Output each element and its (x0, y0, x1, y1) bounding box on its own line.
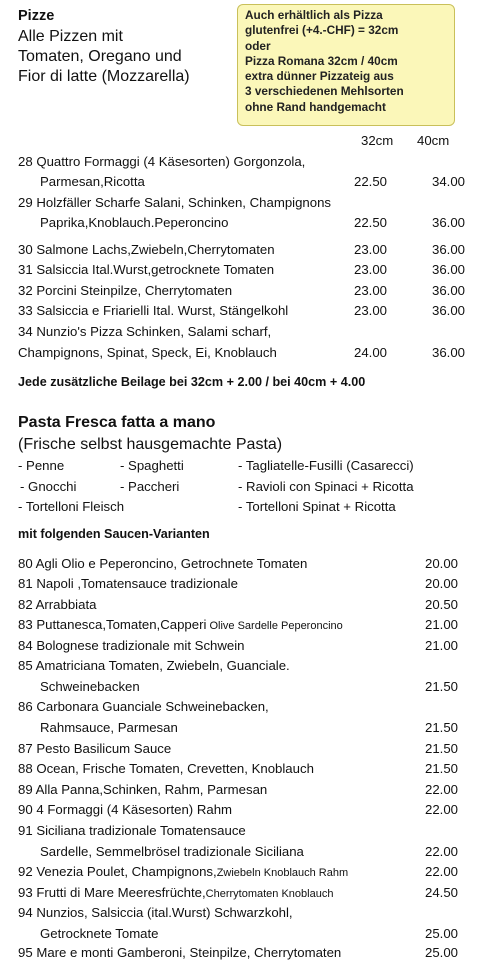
pasta-item-95 (18, 943, 465, 963)
pasta-price: 20.00 (424, 576, 458, 591)
pizza-item-desc-cont: Champignons, Spinat, Speck, Ei, Knoblauch (18, 345, 277, 360)
pizza-item-desc: 33 Salsiccia e Friarielli Ital. Wurst, Stängelkohl (18, 303, 289, 318)
pasta-item-desc-small: Olive Sardelle Peperoncino (206, 620, 343, 632)
pasta-item-82 (18, 595, 465, 615)
pasta-item-desc: 84 Bolognese tradizionale mit Schwein (18, 638, 245, 653)
pasta-type: - Paccheri (120, 479, 180, 494)
pasta-price: 20.00 (424, 556, 458, 571)
pasta-item-desc: 94 Nunzios, Salsiccia (ital.Wurst) Schwarzkohl, (18, 905, 293, 920)
pasta-price: 22.00 (424, 802, 458, 817)
pasta-item-94-cont (18, 924, 465, 944)
price-32: 22.50 (353, 174, 387, 189)
pasta-item-84 (18, 636, 465, 656)
pizza-item-desc-cont: Parmesan,Ricotta (40, 174, 145, 189)
gluten-free-note-box (237, 4, 455, 126)
price-32: 23.00 (353, 262, 387, 277)
pasta-item-desc: 90 4 Formaggi (4 Käsesorten) Rahm (18, 802, 233, 817)
pasta-price: 21.50 (424, 761, 458, 776)
price-32: 23.00 (353, 242, 387, 257)
size-header-32: 32cm (361, 133, 394, 148)
price-32: 24.00 (353, 345, 387, 360)
pasta-type: - Gnocchi (20, 479, 77, 494)
pasta-item-desc (18, 615, 343, 636)
note-line-2: glutenfrei (+4.-CHF) = 32cm (245, 23, 399, 38)
pasta-price: 21.50 (424, 720, 458, 735)
pasta-price: 24.50 (424, 885, 458, 900)
price-32: 23.00 (353, 303, 387, 318)
pasta-price: 22.00 (424, 844, 458, 859)
pizza-item-desc: 29 Holzfäller Scharfe Salani, Schinken, Champignons (18, 195, 332, 210)
pizza-item-29-cont (18, 213, 465, 233)
pasta-item-desc: 80 Agli Olio e Peperoncino, Getrochnete Tomaten (18, 556, 308, 571)
pasta-type: - Spaghetti (120, 458, 184, 473)
note-line-1: Auch erhältlich als Pizza (245, 8, 383, 22)
note-line-4: Pizza Romana 32cm / 40cm (245, 53, 398, 68)
pasta-price: 22.00 (424, 864, 458, 879)
sauces-title: mit folgenden Saucen-Varianten (18, 527, 210, 541)
pizza-item-desc: 30 Salmone Lachs,Zwiebeln,Cherrytomaten (18, 242, 275, 257)
note-line-6: 3 verschiedenen Mehlsorten (245, 84, 404, 99)
size-header-40: 40cm (417, 133, 450, 148)
pasta-item-91-cont (18, 842, 465, 862)
pasta-price: 20.50 (424, 597, 458, 612)
pasta-item-desc: 91 Siciliana tradizionale Tomatensauce (18, 823, 246, 838)
pasta-item-89 (18, 780, 465, 800)
pasta-type: - Tagliatelle-Fusilli (Casarecci) (238, 458, 414, 473)
pasta-item-desc-cont: Getrocknete Tomate (40, 926, 159, 941)
pasta-item-85-cont (18, 677, 465, 697)
pizza-item-desc: 34 Nunzio's Pizza Schinken, Salami scharf, (18, 324, 272, 339)
pasta-price: 21.00 (424, 638, 458, 653)
pasta-item-88 (18, 759, 465, 779)
pasta-item-desc (18, 862, 348, 883)
pasta-item-91 (18, 821, 465, 841)
pasta-item-desc: 95 Mare e monti Gamberoni, Steinpilze, Cherrytomaten (18, 945, 342, 960)
pasta-type: - Penne (18, 458, 65, 473)
pizza-item-desc: 31 Salsiccia Ital.Wurst,getrocknete Tomaten (18, 262, 275, 277)
pizza-intro-line-3: Fior di latte (Mozzarella) (18, 68, 190, 85)
pizza-item-31 (18, 260, 465, 280)
pizza-intro-line-1: Alle Pizzen mit (18, 28, 123, 45)
note-line-3: oder (245, 38, 271, 53)
pasta-type: - Tortelloni Spinat + Ricotta (238, 499, 396, 514)
pizza-item-desc-cont: Paprika,Knoblauch.Peperoncino (40, 215, 229, 230)
pasta-section-title: Pasta Fresca fatta a mano (18, 414, 216, 431)
pasta-item-desc-main: 93 Frutti di Mare Meeresfrüchte, (18, 885, 206, 900)
pasta-item-desc: 87 Pesto Basilicum Sauce (18, 741, 172, 756)
pasta-item-desc: 81 Napoli ,Tomatensauce tradizionale (18, 576, 238, 591)
pasta-item-desc-main: 83 Puttanesca,Tomaten,Capperi (18, 617, 207, 632)
pasta-item-80 (18, 554, 465, 574)
pasta-item-desc-cont: Rahmsauce, Parmesan (40, 720, 178, 735)
pasta-item-87 (18, 739, 465, 759)
pasta-item-86-cont (18, 718, 465, 738)
pizza-item-30 (18, 240, 465, 260)
pasta-price: 25.00 (424, 926, 458, 941)
pasta-subtitle: (Frische selbst hausgemachte Pasta) (18, 436, 283, 453)
pasta-item-83 (18, 615, 465, 635)
pasta-item-85 (18, 656, 465, 676)
pasta-price: 21.50 (424, 741, 458, 756)
pizza-item-desc: 32 Porcini Steinpilze, Cherrytomaten (18, 283, 233, 298)
pasta-item-desc-cont: Schweinebacken (40, 679, 140, 694)
pasta-item-desc: 82 Arrabbiata (18, 597, 97, 612)
pizza-item-desc: 28 Quattro Formaggi (4 Käsesorten) Gorgonzola, (18, 154, 306, 169)
price-40: 36.00 (431, 242, 465, 257)
extra-topping-note: Jede zusätzliche Beilage bei 32cm + 2.00 / bei 40cm + 4.00 (18, 375, 366, 389)
price-40: 36.00 (431, 215, 465, 230)
pasta-price: 25.00 (424, 945, 458, 960)
pasta-item-desc: 85 Amatriciana Tomaten, Zwiebeln, Guanciale. (18, 658, 290, 673)
pasta-item-86 (18, 697, 465, 717)
pizza-item-33 (18, 301, 465, 321)
pasta-item-94 (18, 903, 465, 923)
price-40: 34.00 (431, 174, 465, 189)
note-line-5: extra dünner Pizzateig aus (245, 69, 394, 84)
pasta-item-desc-cont: Sardelle, Semmelbrösel tradizionale Siciliana (40, 844, 304, 859)
pizza-intro-line-2: Tomaten, Oregano und (18, 48, 182, 65)
pizza-section-title: Pizze (18, 8, 55, 24)
price-32: 22.50 (353, 215, 387, 230)
pasta-item-81 (18, 574, 465, 594)
price-40: 36.00 (431, 283, 465, 298)
pasta-price: 22.00 (424, 782, 458, 797)
pasta-item-desc (18, 883, 333, 904)
price-40: 36.00 (431, 345, 465, 360)
pasta-item-desc-main: 92 Venezia Poulet, Champignons, (18, 864, 217, 879)
pizza-item-34 (18, 322, 465, 342)
pasta-item-desc-small: Cherrytomaten Knoblauch (205, 888, 334, 900)
pasta-price: 21.50 (424, 679, 458, 694)
pasta-item-desc: 89 Alla Panna,Schinken, Rahm, Parmesan (18, 782, 268, 797)
pasta-type: - Tortelloni Fleisch (18, 499, 125, 514)
pasta-item-desc-small: Zwiebeln Knoblauch Rahm (216, 867, 349, 879)
pizza-item-28 (18, 152, 465, 172)
pasta-item-93 (18, 883, 465, 903)
pizza-item-34-cont (18, 343, 465, 363)
pasta-item-desc: 86 Carbonara Guanciale Schweinebacken, (18, 699, 269, 714)
price-40: 36.00 (431, 303, 465, 318)
pasta-item-desc: 88 Ocean, Frische Tomaten, Crevetten, Knoblauch (18, 761, 314, 776)
pasta-item-90 (18, 800, 465, 820)
pizza-item-29 (18, 193, 465, 213)
note-line-7: ohne Rand handgemacht (245, 99, 386, 114)
pasta-price: 21.00 (424, 617, 458, 632)
pasta-item-92 (18, 862, 465, 882)
pizza-item-32 (18, 281, 465, 301)
pasta-type: - Ravioli con Spinaci + Ricotta (238, 479, 414, 494)
pizza-item-28-cont (18, 172, 465, 192)
price-32: 23.00 (353, 283, 387, 298)
price-40: 36.00 (431, 262, 465, 277)
